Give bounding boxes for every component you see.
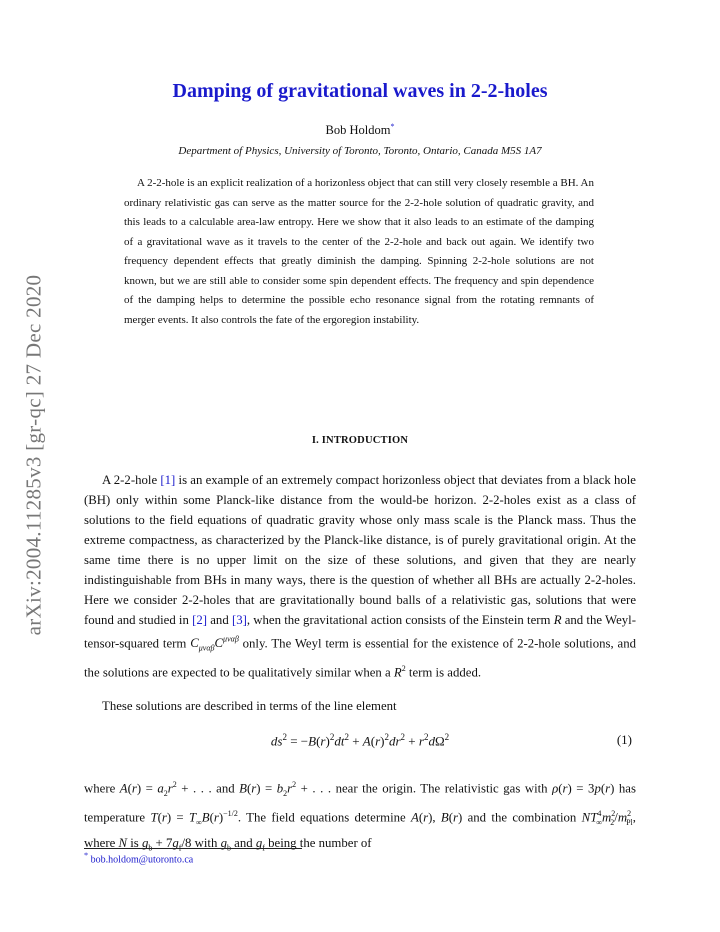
citation-link[interactable]: [1] [160, 473, 176, 487]
arxiv-identifier: arXiv:2004.11285v3 [gr-qc] 27 Dec 2020 [21, 274, 46, 636]
intro-paragraph-3: where $A(r) = a_2r^2$ + . . . and $B(r) = b_2r^2$ + . . . near the origin. The relativistic gas with ρ(r) = 3p(r) has temperature $T(r) = T_\infty B(r)^{-1/2}$. The field equations determine A(r), B(r) and the combination $NT^4_\infty m^2_2/m^2_{Pl}$, where N is $g_b + 7g_f/8$ with $g_b$ and $g_f$ being the number of [84, 780, 636, 853]
equation-number: (1) [616, 732, 632, 747]
citation-link[interactable]: [3] [231, 613, 247, 627]
footnote [84, 851, 193, 865]
author-footnote-mark[interactable]: * [390, 122, 395, 131]
intro-paragraph-1: A 2-2-hole [1] is an example of an extremely compact horizonless object that deviates from a black hole (BH) only within some Planck-like distance from the would-be horizon. 2-2-holes exist as a class of solutions to the field equations of quadratic gravity whose only mass scale is the Planck mass. Thus the extreme compactness, as characterized by the Planck-like distance, is of purely gravitational origin. At the same time there is no upper limit on the size of these solutions, and given that they are nearly indistinguishable from BHs in many ways, there is the question of whether all BHs are actually 2-2-holes. Here we consider 2-2-holes that are gravitationally bound balls of a relativistic gas, solutions that were found and studied in [2] and [3], when the gravitational action consists of the Einstein term R and the Weyl-tensor-squared term $C_{\mu\nu\alpha\beta}C^{\mu\nu\alpha\beta}$ only. The Weyl term is essential for the existence of 2-2-hole solutions, and the solutions are expected to be qualitatively similar when a $R^2$ term is added. [84, 473, 636, 680]
section-heading-introduction: I. INTRODUCTION [311, 435, 409, 446]
author-line [0, 122, 720, 138]
paper-title: Damping of gravitational waves in 2-2-holes [172, 80, 548, 102]
intro-paragraph-2: These solutions are described in terms of the line element [102, 699, 397, 713]
footnote-mark: * [84, 851, 89, 860]
footnote-rule [84, 848, 302, 849]
abstract [124, 174, 594, 330]
author-affiliation: Department of Physics, University of Toronto, Toronto, Ontario, Canada M5S 1A7 [178, 145, 542, 157]
arxiv-sidebar-stamp [14, 255, 54, 655]
abstract-text: A 2-2-hole is an explicit realization of a horizonless object that can still very closely resemble a BH. An ordinary relativistic gas can serve as the matter source for the 2-2-hole solution of quadratic gravity, and this leads to a calculable area-law entropy. Here we show that it also leads to an estimate of the damping of a gravitational wave as it travels to the center of the 2-2-hole and back out again. We identify two frequency dependent effects that greatly diminish the damping. Spinning 2-2-hole solutions are not known, but we are still able to consider some spin dependent effects. The frequency and spin dependence of the damping helps to determine the possible echo resonance signal from the rotating remnants of merger events. It also controls the fate of the ergoregion instability. [124, 177, 594, 326]
author-email-link[interactable]: bob.holdom@utoronto.ca [90, 854, 194, 866]
author-name: Bob Holdom [325, 123, 391, 138]
citation-link[interactable]: [2] [192, 613, 208, 627]
equation-line-element [84, 732, 636, 754]
equation-body: $ds^2 = -B(r)^2dt^2 + A(r)^2dr^2 + r^2d\Omega^2$ [270, 732, 450, 749]
